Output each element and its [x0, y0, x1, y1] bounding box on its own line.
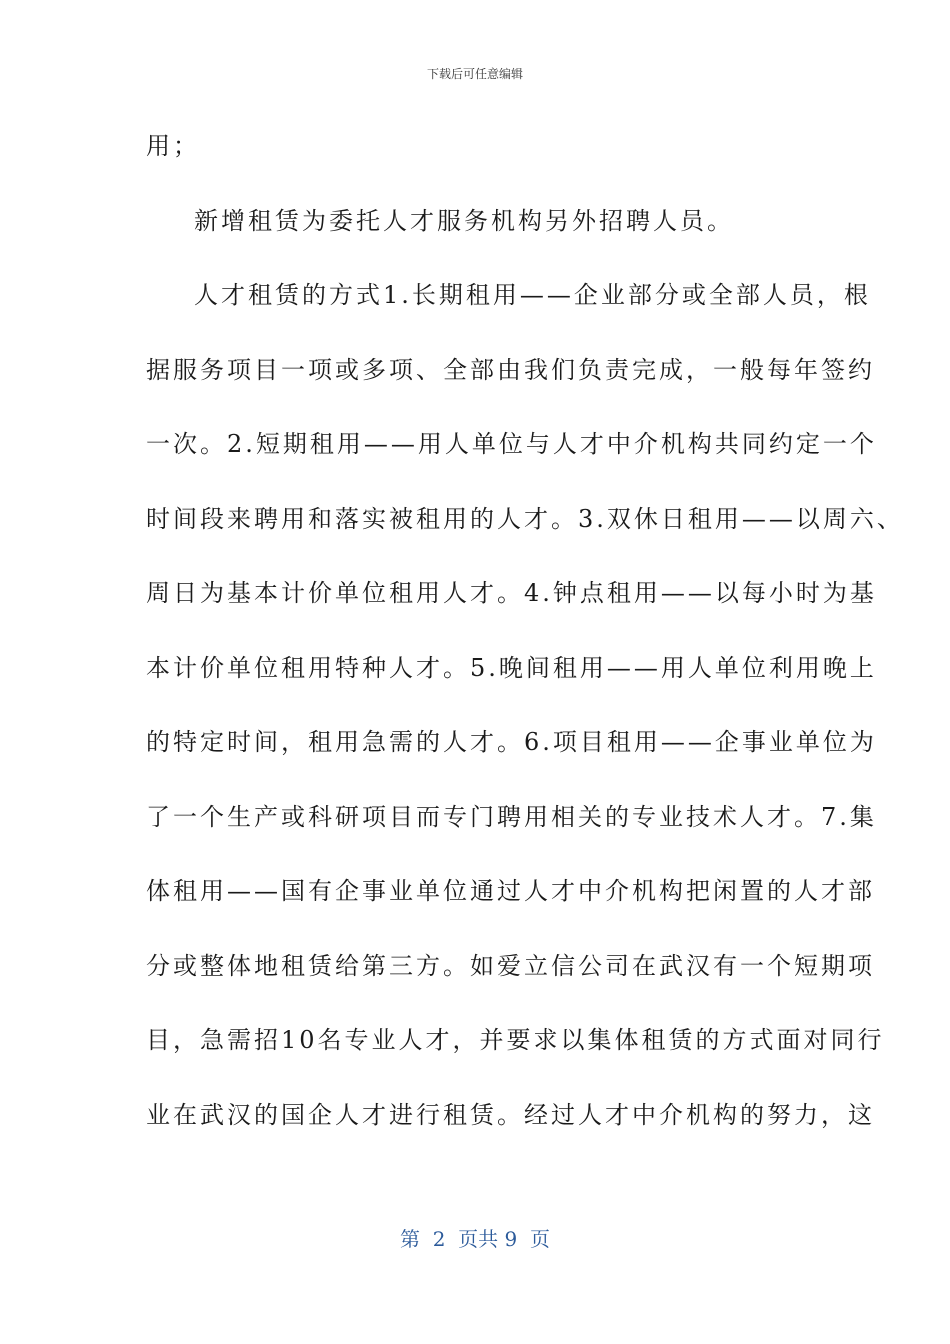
text-line: 的特定时间，租用急需的人才。6.项目租用——企事业单位为: [146, 728, 877, 756]
text-line: 人才租赁的方式1.长期租用——企业部分或全部人员，根: [194, 281, 871, 309]
text-line: 了一个生产或科研项目而专门聘用相关的专业技术人才。7.集: [146, 802, 877, 831]
text-line: 用；: [146, 132, 200, 160]
text-line: 本计价单位租用特种人才。5.晚间租用——用人单位利用晚上: [146, 653, 877, 682]
text-line: 一次。2.短期租用——用人单位与人才中介机构共同约定一个: [146, 430, 877, 458]
text-line: 新增租赁为委托人才服务机构另外招聘人员。: [194, 206, 734, 235]
text-line: 分或整体地租赁给第三方。如爱立信公司在武汉有一个短期项: [146, 951, 875, 980]
page-number-footer: 第 2 页共 9 页: [400, 1227, 550, 1251]
text-line: 体租用——国有企事业单位通过人才中介机构把闲置的人才部: [146, 877, 875, 905]
text-line: 时间段来聘用和落实被租用的人才。3.双休日租用——以周六、: [146, 504, 904, 533]
text-line: 业在武汉的国企人才进行租赁。经过人才中介机构的努力，这: [146, 1100, 875, 1129]
text-line: 周日为基本计价单位租用人才。4.钟点租用——以每小时为基: [146, 579, 877, 607]
page-header: 下载后可任意编辑: [426, 67, 523, 81]
text-line: 目，急需招10名专业人才，并要求以集体租赁的方式面对同行: [146, 1026, 885, 1054]
text-line: 据服务项目一项或多项、全部由我们负责完成，一般每年签约: [146, 355, 875, 384]
document-body: [146, 124, 904, 1167]
